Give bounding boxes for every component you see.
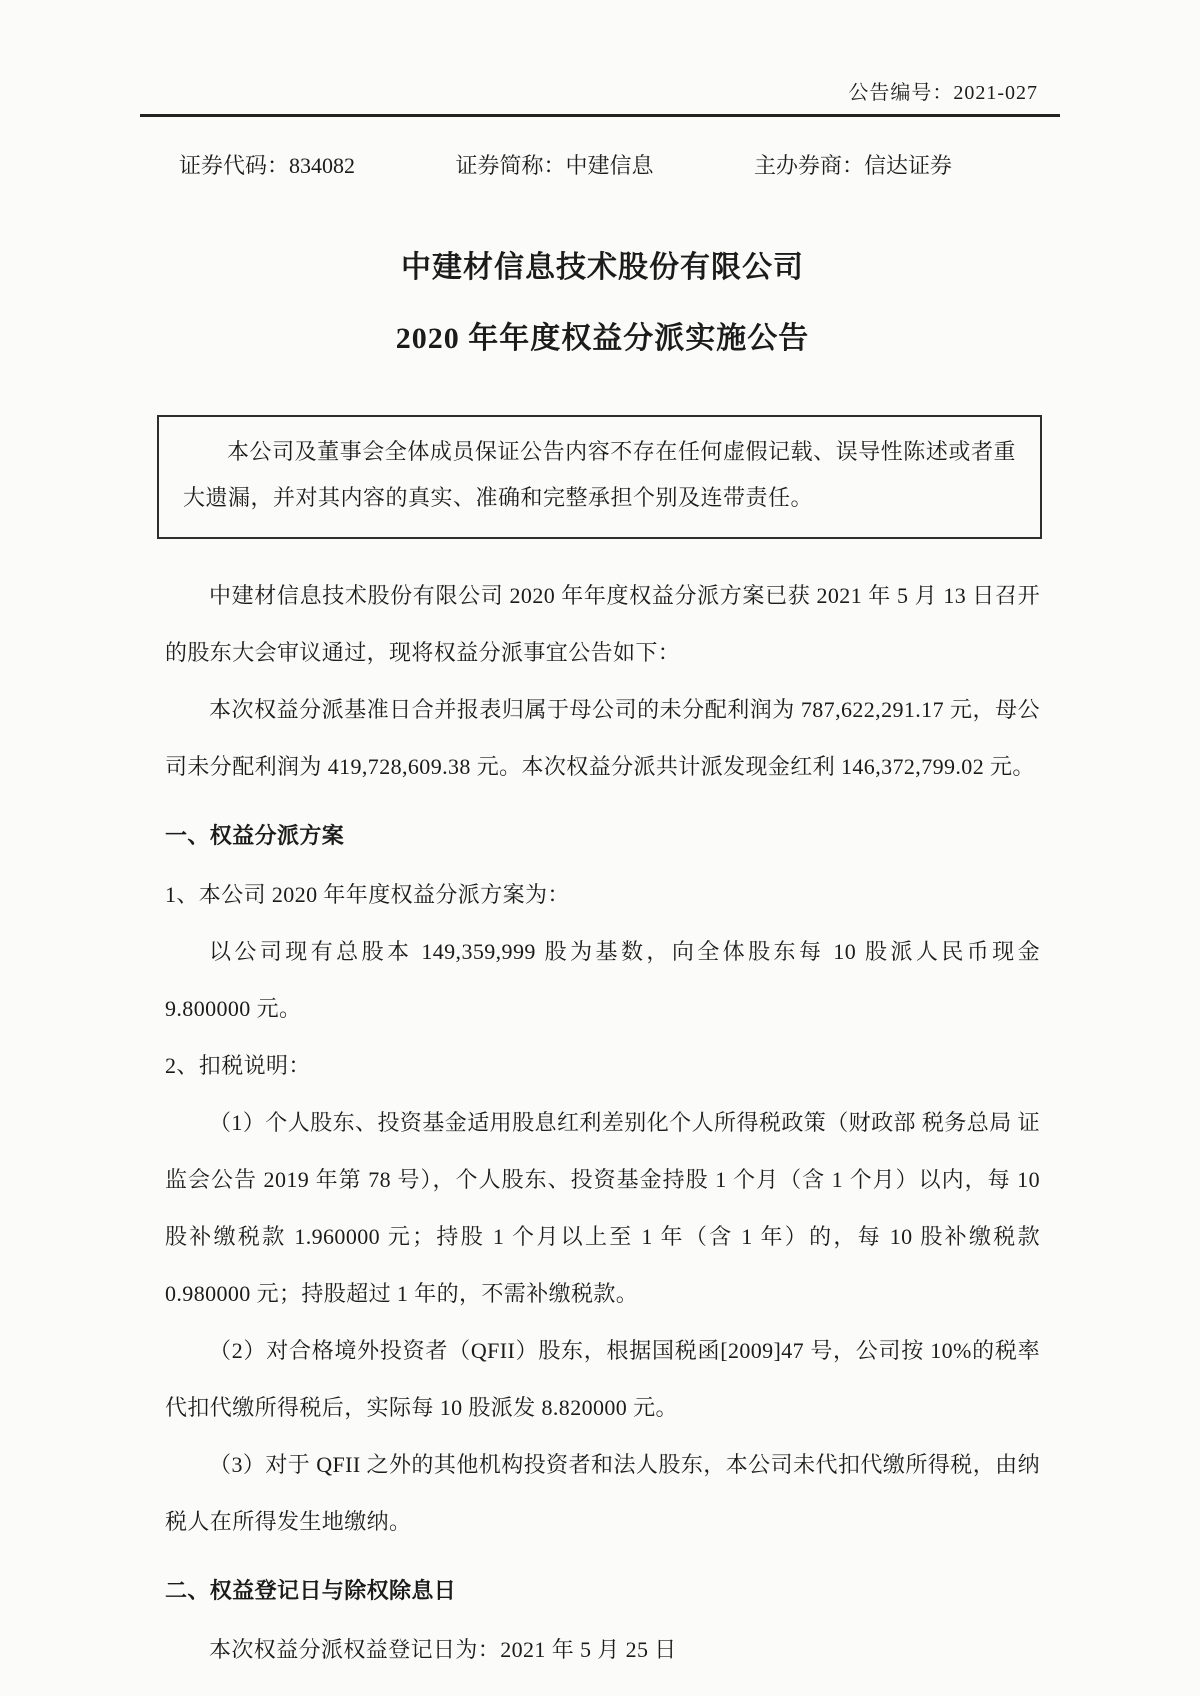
document-title-subject: 2020 年年度权益分派实施公告 <box>395 322 810 355</box>
plan-item-2: 2、扣税说明： <box>165 1053 311 1078</box>
section1-heading: 一、权益分派方案 <box>165 823 345 848</box>
header-divider-rule <box>140 114 1060 117</box>
stock-code: 证券代码：834082 <box>179 153 356 178</box>
security-info-row <box>165 149 1040 180</box>
record-date-paragraph: 本次权益分派权益登记日为：2021 年 5 月 25 日 <box>209 1637 677 1662</box>
section2-heading: 二、权益登记日与除权除息日 <box>165 1578 457 1603</box>
plan-item-1-detail: 以公司现有总股本 149,359,999 股为基数，向全体股东每 10 股派人民币现金 9.800000 元。 <box>165 939 1040 1021</box>
announcement-number: 公告编号：2021-027 <box>848 82 1038 104</box>
stock-short-name: 证券简称：中建信息 <box>455 153 654 178</box>
disclaimer-text: 本公司及董事会全体成员保证公告内容不存在任何虚假记载、误导性陈述或者重大遗漏，并对其内容的真实、准确和完整承担个别及连带责任。 <box>183 439 1016 510</box>
tax-note-3: （3）对于 QFII 之外的其他机构投资者和法人股东，本公司未代扣代缴所得税，由纳税人在所得发生地缴纳。 <box>165 1452 1040 1534</box>
sponsor-broker: 主办券商：信达证券 <box>753 153 952 178</box>
document-title-company: 中建材信息技术股份有限公司 <box>401 251 804 284</box>
intro-paragraph-1: 中建材信息技术股份有限公司 2020 年年度权益分派方案已获 2021 年 5 月 13 日召开的股东大会审议通过，现将权益分派事宜公告如下： <box>165 583 1040 665</box>
tax-note-2: （2）对合格境外投资者（QFII）股东，根据国税函[2009]47 号，公司按 10%的税率代扣代缴所得税后，实际每 10 股派发 8.820000 元。 <box>165 1338 1040 1420</box>
tax-note-1: （1）个人股东、投资基金适用股息红利差别化个人所得税政策（财政部 税务总局 证监会公告 2019 年第 78 号），个人股东、投资基金持股 1 个月（含 1 个月）以内，每 10 股补缴税款 1.960000 元；持股 1 个月以上至 1 年（含 1 年）的，每 10 股补缴税款 0.980000 元；持股超过 1 年的，不需补缴税款。 <box>165 1110 1040 1306</box>
intro-paragraph-2: 本次权益分派基准日合并报表归属于母公司的未分配利润为 787,622,291.17 元，母公司未分配利润为 419,728,609.38 元。本次权益分派共计派发现金红利 146,372,799.02 元。 <box>165 697 1040 779</box>
document-body <box>165 567 1040 1678</box>
plan-item-1: 1、本公司 2020 年年度权益分派方案为： <box>165 882 570 907</box>
disclaimer-box <box>157 415 1042 539</box>
